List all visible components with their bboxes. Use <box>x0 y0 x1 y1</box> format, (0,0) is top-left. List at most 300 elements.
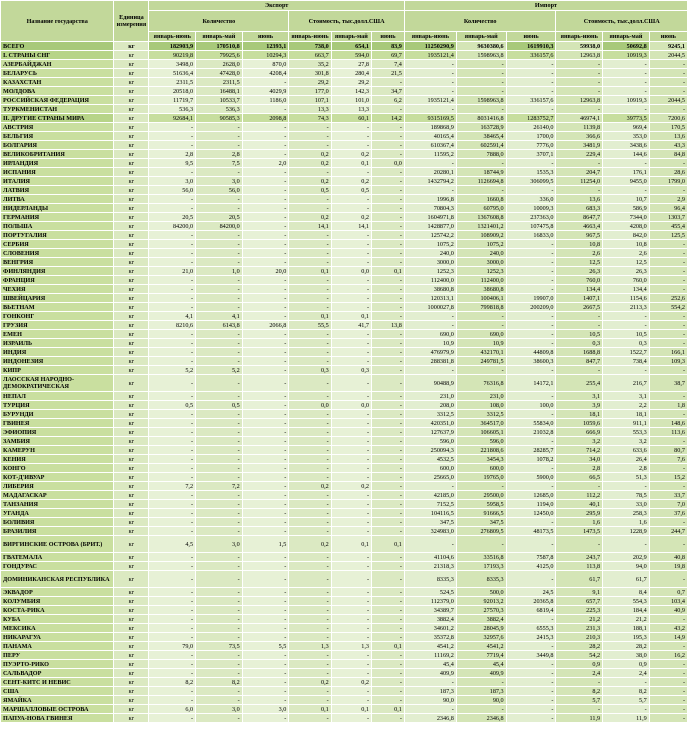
country-name-cell: МАДАГАСКАР <box>1 491 114 500</box>
value-cell: 14,9 <box>649 633 687 642</box>
value-cell: - <box>331 141 371 150</box>
table-row <box>1 231 688 240</box>
value-cell: - <box>196 588 243 597</box>
country-name-cell: КУБА <box>1 615 114 624</box>
value-cell: 3882,4 <box>404 615 456 624</box>
value-cell: - <box>289 669 331 678</box>
value-cell: - <box>372 553 405 562</box>
unit-cell: кг <box>114 258 149 267</box>
value-cell: - <box>149 285 196 294</box>
value-cell: 10294,3 <box>242 51 289 60</box>
value-cell: - <box>331 410 371 419</box>
value-cell: 134,4 <box>603 285 650 294</box>
value-cell: - <box>149 303 196 312</box>
value-cell: 288381,8 <box>404 357 456 366</box>
value-cell: - <box>149 651 196 660</box>
value-cell: 0,5 <box>331 186 371 195</box>
value-cell: 96,4 <box>649 204 687 213</box>
value-cell: - <box>289 285 331 294</box>
value-cell: - <box>506 714 556 723</box>
country-name-cell: ИНДИЯ <box>1 348 114 357</box>
value-cell: 94,0 <box>603 562 650 571</box>
value-cell: - <box>242 562 289 571</box>
value-cell: 2,8 <box>603 464 650 473</box>
value-cell: 409,9 <box>456 669 506 678</box>
value-cell: 101,0 <box>331 96 371 105</box>
country-name-cell: КАЗАХСТАН <box>1 78 114 87</box>
unit-cell: кг <box>114 571 149 588</box>
value-cell: - <box>506 105 556 114</box>
value-cell: 301,8 <box>289 69 331 78</box>
unit-cell: кг <box>114 339 149 348</box>
value-cell: 553,3 <box>603 428 650 437</box>
value-cell: - <box>372 357 405 366</box>
value-cell: 666,9 <box>556 428 603 437</box>
value-cell: - <box>649 267 687 276</box>
value-cell: - <box>331 491 371 500</box>
country-name-cell: ВИРГИНСКИЕ ОСТРОВА (БРИТ.) <box>1 536 114 553</box>
value-cell: 28045,9 <box>456 624 506 633</box>
value-cell: 54,2 <box>556 651 603 660</box>
value-cell: - <box>372 615 405 624</box>
table-row <box>1 606 688 615</box>
value-cell: 10,7 <box>603 195 650 204</box>
unit-cell: кг <box>114 518 149 527</box>
value-cell: - <box>456 105 506 114</box>
value-cell: 28,2 <box>603 642 650 651</box>
value-cell: 28,6 <box>649 168 687 177</box>
table-row <box>1 615 688 624</box>
value-cell: - <box>331 606 371 615</box>
value-cell: 3,1 <box>556 392 603 401</box>
value-cell: 5,7 <box>556 696 603 705</box>
value-cell: 18,1 <box>556 410 603 419</box>
country-name-cell: ВСЕГО <box>1 42 114 51</box>
value-cell: - <box>372 687 405 696</box>
value-cell: - <box>372 678 405 687</box>
value-cell: 5900,0 <box>506 473 556 482</box>
table-row <box>1 258 688 267</box>
table-row <box>1 491 688 500</box>
value-cell: 0,2 <box>331 482 371 491</box>
value-cell: 41,7 <box>331 321 371 330</box>
value-cell: - <box>456 312 506 321</box>
value-cell: 602591,4 <box>456 141 506 150</box>
table-row <box>1 401 688 410</box>
value-cell: 166,1 <box>649 348 687 357</box>
value-cell: 476979,9 <box>404 348 456 357</box>
value-cell: - <box>242 419 289 428</box>
value-cell: - <box>289 419 331 428</box>
value-cell: - <box>242 177 289 186</box>
value-cell: - <box>649 159 687 168</box>
value-cell: - <box>556 705 603 714</box>
value-cell: - <box>372 633 405 642</box>
country-name-cell: КАМЕРУН <box>1 446 114 455</box>
table-row <box>1 660 688 669</box>
value-cell: - <box>372 231 405 240</box>
country-name-cell: ЛАТВИЯ <box>1 186 114 195</box>
value-cell: - <box>331 500 371 509</box>
table-row <box>1 357 688 366</box>
value-cell: - <box>331 419 371 428</box>
value-cell: 46974,1 <box>556 114 603 123</box>
value-cell: 9315169,5 <box>404 114 456 123</box>
country-name-cell: ПУЭРТО-РИКО <box>1 660 114 669</box>
value-cell: 3882,4 <box>456 615 506 624</box>
table-row <box>1 249 688 258</box>
value-cell: 33,7 <box>649 491 687 500</box>
country-name-cell: КОЛУМБИЯ <box>1 597 114 606</box>
value-cell: - <box>603 678 650 687</box>
value-cell: 1303,7 <box>649 213 687 222</box>
value-cell: 184,4 <box>603 606 650 615</box>
value-cell: - <box>149 258 196 267</box>
country-name-cell: ПОЛЬША <box>1 222 114 231</box>
value-cell: 19765,0 <box>456 473 506 482</box>
value-cell: - <box>149 660 196 669</box>
value-cell: 10,9 <box>456 339 506 348</box>
value-cell: 1367608,8 <box>456 213 506 222</box>
country-name-cell: КОНГО <box>1 464 114 473</box>
country-name-cell: БЕЛЬГИЯ <box>1 132 114 141</box>
value-cell: - <box>149 527 196 536</box>
value-cell: - <box>149 687 196 696</box>
unit-cell: кг <box>114 195 149 204</box>
unit-cell: кг <box>114 123 149 132</box>
value-cell: 28,2 <box>556 642 603 651</box>
value-cell: 40,1 <box>556 500 603 509</box>
value-cell: - <box>456 536 506 553</box>
table-row <box>1 588 688 597</box>
table-row <box>1 285 688 294</box>
unit-cell: кг <box>114 633 149 642</box>
value-cell: 11719,7 <box>149 96 196 105</box>
table-row <box>1 536 688 553</box>
unit-cell: кг <box>114 714 149 723</box>
value-cell: - <box>506 159 556 168</box>
value-cell: - <box>372 285 405 294</box>
value-cell: - <box>242 446 289 455</box>
period-header: январь-июнь <box>404 32 456 42</box>
country-header: Название государства <box>1 1 114 42</box>
value-cell: - <box>372 446 405 455</box>
value-cell: - <box>196 669 243 678</box>
value-cell: 44809,8 <box>506 348 556 357</box>
country-name-cell: ЛИТВА <box>1 195 114 204</box>
value-cell: 9630380,6 <box>456 42 506 51</box>
table-row <box>1 562 688 571</box>
value-cell: 125,5 <box>649 231 687 240</box>
value-cell: 113,8 <box>556 562 603 571</box>
value-cell: - <box>242 348 289 357</box>
value-cell: 2044,5 <box>649 51 687 60</box>
value-cell: 20518,0 <box>149 87 196 96</box>
value-cell: 8210,6 <box>149 321 196 330</box>
unit-cell: кг <box>114 69 149 78</box>
country-name-cell: ПЕРУ <box>1 651 114 660</box>
value-cell: 0,3 <box>331 366 371 375</box>
value-cell: 237363,0 <box>506 213 556 222</box>
unit-cell: кг <box>114 168 149 177</box>
value-cell: - <box>506 312 556 321</box>
value-cell: 0,1 <box>331 312 371 321</box>
value-cell: - <box>242 571 289 588</box>
value-cell: 0,1 <box>331 536 371 553</box>
table-row <box>1 392 688 401</box>
value-cell: - <box>242 132 289 141</box>
table-row <box>1 78 688 87</box>
country-name-cell: СЛОВЕНИЯ <box>1 249 114 258</box>
value-cell: 39773,5 <box>603 114 650 123</box>
value-cell: - <box>506 276 556 285</box>
value-cell: - <box>372 78 405 87</box>
value-cell: 90219,8 <box>149 51 196 60</box>
table-row <box>1 553 688 562</box>
value-cell: 1598963,8 <box>456 51 506 60</box>
value-cell: 633,6 <box>603 446 650 455</box>
value-cell: - <box>242 285 289 294</box>
value-cell: - <box>404 60 456 69</box>
value-cell: 50692,8 <box>603 42 650 51</box>
value-cell: - <box>556 312 603 321</box>
value-cell: - <box>242 357 289 366</box>
value-cell: - <box>556 536 603 553</box>
value-cell: 13,8 <box>372 321 405 330</box>
value-cell: - <box>149 446 196 455</box>
unit-cell: кг <box>114 687 149 696</box>
unit-cell: кг <box>114 321 149 330</box>
country-name-cell: ФРАНЦИЯ <box>1 276 114 285</box>
value-cell: - <box>196 562 243 571</box>
value-cell: - <box>331 473 371 482</box>
country-name-cell: САЛЬВАДОР <box>1 669 114 678</box>
value-cell: 0,5 <box>196 401 243 410</box>
value-cell: 16,2 <box>649 651 687 660</box>
value-cell: 4208,0 <box>603 222 650 231</box>
value-cell: - <box>649 258 687 267</box>
value-cell: 1154,6 <box>603 294 650 303</box>
table-row <box>1 42 688 51</box>
table-row <box>1 455 688 464</box>
value-cell: 4,1 <box>196 312 243 321</box>
value-cell: - <box>149 141 196 150</box>
country-name-cell: ВЬЕТНАМ <box>1 303 114 312</box>
value-cell: - <box>603 186 650 195</box>
value-cell: 38,7 <box>649 375 687 392</box>
value-cell: - <box>242 669 289 678</box>
value-cell: 0,3 <box>289 366 331 375</box>
value-cell: 2,2 <box>603 401 650 410</box>
value-cell: 1075,2 <box>456 240 506 249</box>
value-cell: - <box>196 240 243 249</box>
value-cell: 21,0 <box>149 267 196 276</box>
value-cell: - <box>289 509 331 518</box>
value-cell: 2098,8 <box>242 114 289 123</box>
value-cell: - <box>372 473 405 482</box>
value-cell: 9455,0 <box>603 177 650 186</box>
value-cell: - <box>289 258 331 267</box>
unit-cell: кг <box>114 249 149 258</box>
value-cell: - <box>196 518 243 527</box>
value-cell: - <box>649 464 687 473</box>
value-cell: 2,8 <box>196 150 243 159</box>
value-cell: - <box>506 669 556 678</box>
table-row <box>1 186 688 195</box>
value-cell: - <box>649 518 687 527</box>
value-cell: 107,1 <box>289 96 331 105</box>
value-cell: 1619910,3 <box>506 42 556 51</box>
country-name-cell: СЕНТ-КИТС И НЕВИС <box>1 678 114 687</box>
value-cell: - <box>404 105 456 114</box>
value-cell: 554,2 <box>649 303 687 312</box>
value-cell: - <box>242 527 289 536</box>
value-cell: 208,0 <box>404 401 456 410</box>
value-cell: 0,2 <box>289 177 331 186</box>
value-cell: 500,0 <box>456 588 506 597</box>
value-cell: - <box>289 687 331 696</box>
value-cell: 17193,3 <box>456 562 506 571</box>
value-cell: 11169,2 <box>404 651 456 660</box>
table-row <box>1 366 688 375</box>
table-row <box>1 87 688 96</box>
country-name-cell: УГАНДА <box>1 509 114 518</box>
value-cell: - <box>242 633 289 642</box>
value-cell: 738,0 <box>289 42 331 51</box>
value-cell: - <box>506 249 556 258</box>
value-cell: - <box>649 615 687 624</box>
value-cell: 4125,0 <box>506 562 556 571</box>
value-cell: - <box>289 428 331 437</box>
value-cell: 20280,1 <box>404 168 456 177</box>
value-cell: 92684,1 <box>149 114 196 123</box>
value-cell: 12393,1 <box>242 42 289 51</box>
value-cell: 90,0 <box>404 696 456 705</box>
unit-cell: кг <box>114 696 149 705</box>
value-cell: - <box>506 366 556 375</box>
value-cell: 0,0 <box>331 267 371 276</box>
value-cell: 2,4 <box>603 669 650 678</box>
table-row <box>1 527 688 536</box>
value-cell: 353,0 <box>603 132 650 141</box>
value-cell: 35,2 <box>289 60 331 69</box>
value-cell: - <box>331 195 371 204</box>
unit-cell: кг <box>114 446 149 455</box>
value-cell: - <box>242 312 289 321</box>
value-cell: 6,0 <box>149 705 196 714</box>
value-cell: 0,1 <box>331 705 371 714</box>
value-cell: 21,2 <box>556 615 603 624</box>
country-name-cell: БЕЛАРУСЬ <box>1 69 114 78</box>
value-cell: 7,0 <box>649 500 687 509</box>
value-cell: 0,2 <box>331 678 371 687</box>
value-cell: 366,6 <box>556 132 603 141</box>
value-cell: - <box>289 518 331 527</box>
value-cell: - <box>242 303 289 312</box>
value-cell: 21032,8 <box>506 428 556 437</box>
value-cell: 3438,6 <box>603 141 650 150</box>
value-cell: - <box>556 159 603 168</box>
value-cell: - <box>372 186 405 195</box>
table-row <box>1 705 688 714</box>
value-cell: 255,4 <box>556 375 603 392</box>
value-cell: - <box>331 132 371 141</box>
value-cell: - <box>196 500 243 509</box>
country-name-cell: РОССИЙСКАЯ ФЕДЕРАЦИЯ <box>1 96 114 105</box>
value-cell: 2,0 <box>242 159 289 168</box>
value-cell: - <box>372 348 405 357</box>
value-cell: 20,5 <box>149 213 196 222</box>
value-cell: 3312,5 <box>404 410 456 419</box>
value-cell: - <box>242 392 289 401</box>
value-cell: 5958,5 <box>456 500 506 509</box>
value-cell: 40,9 <box>649 606 687 615</box>
value-cell: - <box>149 392 196 401</box>
value-cell: 79,0 <box>149 642 196 651</box>
value-cell: 1473,5 <box>556 527 603 536</box>
value-cell: - <box>556 186 603 195</box>
country-name-cell: ГОНКОНГ <box>1 312 114 321</box>
value-cell: 24,5 <box>506 588 556 597</box>
value-cell: 10,5 <box>603 330 650 339</box>
unit-header: Единица измерения <box>114 1 149 42</box>
value-cell: 0,0 <box>331 401 371 410</box>
value-cell: 3000,0 <box>404 258 456 267</box>
value-cell: - <box>603 69 650 78</box>
value-cell: 4541,2 <box>404 642 456 651</box>
value-cell: 0,9 <box>556 660 603 669</box>
country-name-cell: БУРУНДИ <box>1 410 114 419</box>
value-cell: - <box>556 69 603 78</box>
value-cell: - <box>603 482 650 491</box>
value-cell: - <box>506 536 556 553</box>
value-cell: 112,2 <box>556 491 603 500</box>
unit-cell: кг <box>114 455 149 464</box>
value-cell: - <box>242 491 289 500</box>
country-name-cell: ПАНАМА <box>1 642 114 651</box>
import-qty-header: Количество <box>404 11 556 32</box>
value-cell: 202,9 <box>603 553 650 562</box>
value-cell: - <box>556 678 603 687</box>
value-cell: - <box>289 615 331 624</box>
value-cell: - <box>331 294 371 303</box>
value-cell: - <box>196 491 243 500</box>
value-cell: 258,3 <box>603 509 650 518</box>
value-cell: 554,3 <box>603 597 650 606</box>
value-cell: - <box>506 571 556 588</box>
value-cell: 10533,7 <box>196 96 243 105</box>
value-cell: - <box>372 339 405 348</box>
table-row <box>1 177 688 186</box>
value-cell: - <box>196 276 243 285</box>
value-cell: 142,3 <box>331 87 371 96</box>
value-cell: - <box>289 132 331 141</box>
value-cell: - <box>372 597 405 606</box>
value-cell: 1321401,2 <box>456 222 506 231</box>
value-cell: - <box>196 204 243 213</box>
value-cell: 2113,3 <box>603 303 650 312</box>
value-cell: - <box>649 321 687 330</box>
value-cell: 11,9 <box>556 714 603 723</box>
value-cell: - <box>289 410 331 419</box>
country-name-cell: II. ДРУГИЕ СТРАНЫ МИРА <box>1 114 114 123</box>
unit-cell: кг <box>114 660 149 669</box>
country-name-cell: НИДЕРЛАНДЫ <box>1 204 114 213</box>
value-cell: - <box>649 105 687 114</box>
value-cell: 3,2 <box>556 437 603 446</box>
value-cell: 187,3 <box>404 687 456 696</box>
table-row <box>1 105 688 114</box>
